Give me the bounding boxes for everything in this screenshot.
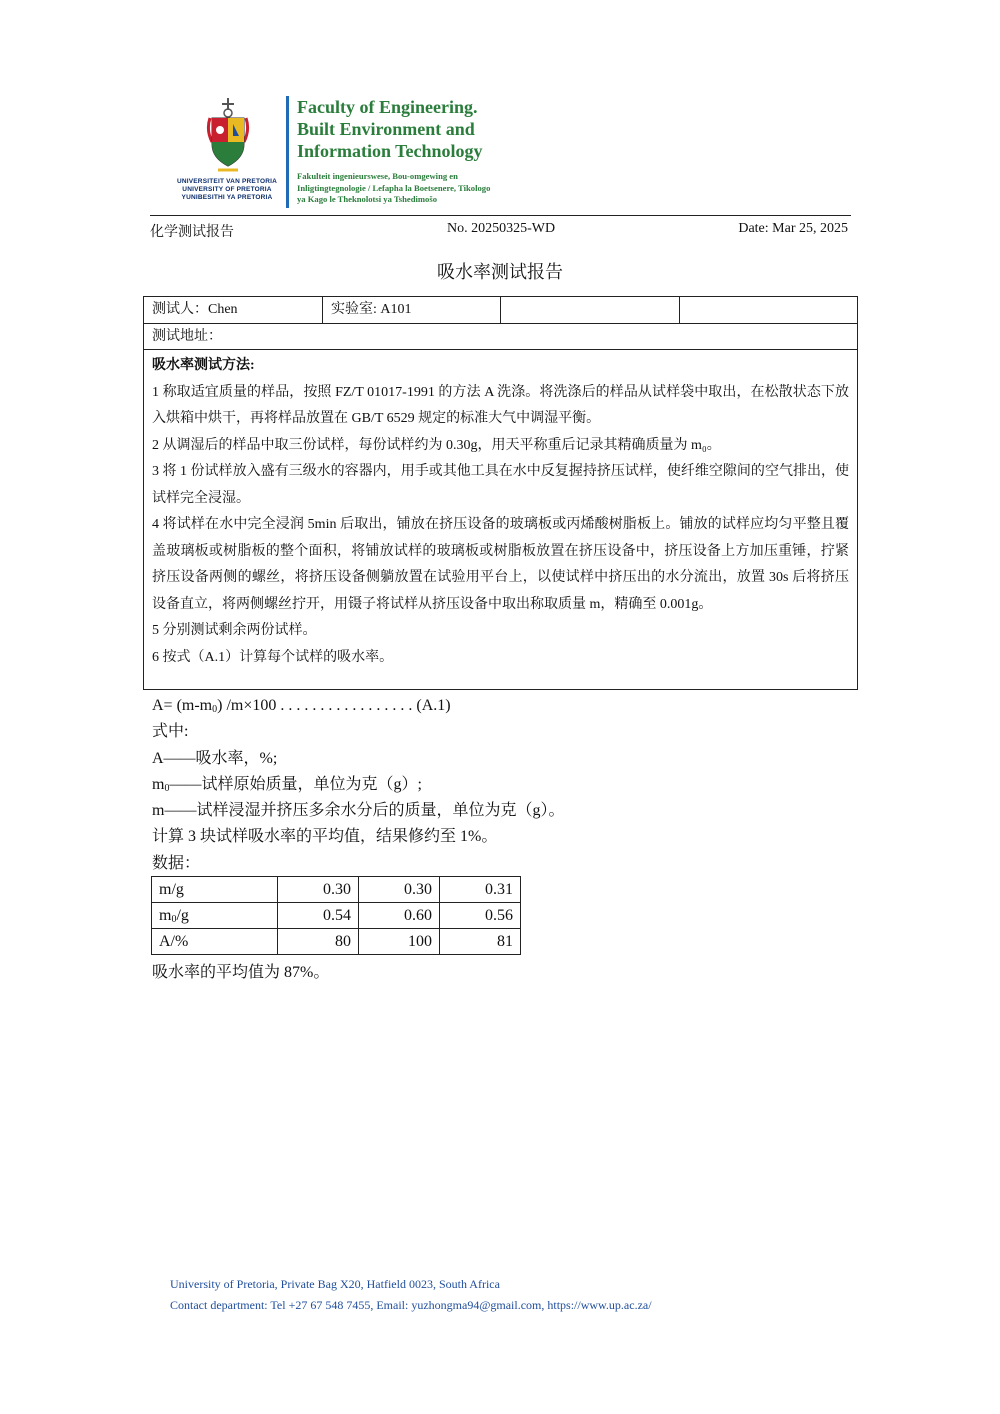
where-label: 式中: [152,723,189,741]
report-number: No. 20250325-WD [447,221,556,236]
address-row: 测试地址： [144,323,857,350]
faculty-line-2: Built Environment and [297,119,475,139]
info-row [144,297,857,324]
empty-cell [680,297,857,323]
method-step: 2 从调湿后的样品中取三份试样，每份试样约为 0.30g，用天平称重后记录其精确质量为 m₀。 [152,437,721,453]
definition-part: m [152,775,165,793]
table-cell: 0.30 [359,877,440,903]
faculty-subtitle: Fakulteit ingenieurswese, Bou-omgewing en Inligtingtegnologie / Lefapha la Boetsenere, Tikologo ya Kago le Theknolotsi ya Tshedimošo [297,171,491,204]
report-date: Date: Mar 25, 2025 [738,221,848,236]
table-cell: 0.56 [440,903,521,929]
method-section [152,353,849,671]
formula-subscript: 0 [212,704,218,715]
definition-a: A——吸水率，%; [152,749,278,767]
university-name-english: UNIVERSITY OF PRETORIA [182,186,272,193]
university-name-afrikaans: UNIVERSITEIT VAN PRETORIA [176,178,278,185]
method-step: 6 按式（A.1）计算每个试样的吸水率。 [152,649,394,665]
formula [152,693,852,719]
faculty-line-3: Information Technology [297,141,483,161]
data-table [151,876,521,955]
formula-section [152,693,852,877]
table-cell: 81 [440,929,521,955]
row-label [152,877,278,903]
row-label [152,929,278,955]
table-row [152,903,521,929]
definition-m: m——试样浸湿并挤压多余水分后的质量，单位为克（g）。 [152,802,565,820]
definition-m0 [152,772,852,798]
result-text: 吸水率的平均值为 87%。 [152,964,330,981]
formula-part: A= (m-m [152,697,213,714]
table-cell: 0.31 [440,877,521,903]
data-label: 数据： [152,854,201,872]
empty-cell [501,297,680,323]
row-label-text: m [159,906,172,924]
table-row [152,877,521,903]
header-rule [150,215,851,216]
crest-icon [200,96,256,174]
calculation-note: 计算 3 块试样吸水率的平均值，结果修约至 1%。 [152,828,498,846]
logo-divider [286,96,289,208]
method-heading: 吸水率测试方法: [152,358,255,373]
report-category: 化学测试报告 [150,225,234,240]
method-step: 1 称取适宜质量的样品，按照 FZ/T 01017-1991 的方法 A 洗涤。将洗涤后的样品从试样袋中取出，在松散状态下放入烘箱中烘干，再将样品放置在 GB/T 6529 规定的标准大气中调湿平衡。 [152,384,849,426]
row-label-subscript: 0 [171,913,177,925]
method-step: 4 将试样在水中完全浸润 5min 后取出，铺放在挤压设备的玻璃板或丙烯酸树脂板上。铺放的试样应均匀平整且覆盖玻璃板或树脂板的整个面积，将铺放试样的玻璃板或树脂板放置在挤压设备中，挤压设备上方加压重锤，拧紧挤压设备两侧的螺丝，将挤压设备侧躺放置在试验用平台上，以使试样中挤压出的水分流出，放置 30s 后将挤压设备直立，将两侧螺丝拧开，用镊子将试样从挤压设备中取出称取质量 m，精确至 0.001g。 [152,517,849,612]
test-info-box [143,296,858,690]
row-label [152,903,278,929]
table-cell: 0.30 [278,877,359,903]
footer-address: University of Pretoria, Private Bag X20, Hatfield 0023, South Africa [170,1277,500,1291]
method-step: 5 分别测试剩余两份试样。 [152,623,317,638]
definition-part: ——试样原始质量，单位为克（g）; [169,775,422,793]
table-row [152,929,521,955]
formula-part: ) /m×100 . . . . . . . . . . . . . . . . . (A.1) [217,697,451,714]
faculty-line-1: Faculty of Engineering. [297,97,478,117]
lab-cell: 实验室: A101 [323,297,501,323]
table-cell: 0.60 [359,903,440,929]
university-name-sepedi: YUNIBESITHI YA PRETORIA [181,194,273,201]
university-logo [173,96,283,206]
tester-cell: 测试人：Chen [144,297,323,323]
row-label-text: A/% [159,932,189,950]
table-cell: 0.54 [278,903,359,929]
faculty-name [297,96,483,162]
table-cell: 80 [278,929,359,955]
row-label-text: m/g [159,880,184,898]
table-cell: 100 [359,929,440,955]
definition-subscript: 0 [164,782,170,794]
footer-contact: Contact department: Tel +27 67 548 7455, Email: yuzhongma94@gmail.com, https://www.up.ac.za/ [170,1298,652,1312]
page-title: 吸水率测试报告 [437,262,563,283]
row-label-suffix: /g [176,906,189,924]
method-step: 3 将 1 份试样放入盛有三级水的容器内，用手或其他工具在水中反复握持挤压试样，使纤维空隙间的空气排出，使试样完全浸湿。 [152,464,849,506]
